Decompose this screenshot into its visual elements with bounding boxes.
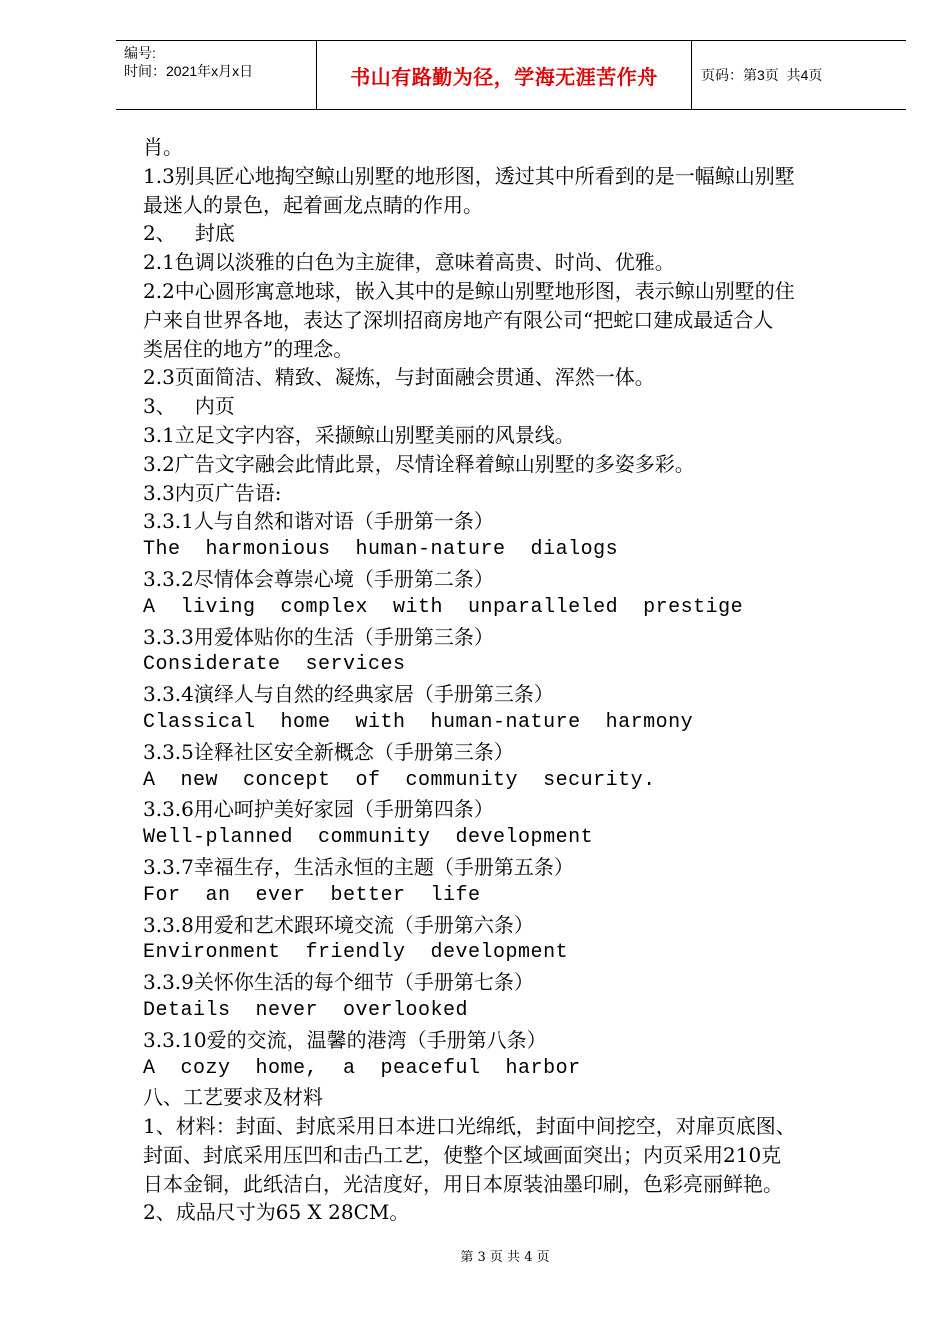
header-meta	[116, 41, 316, 109]
text-line: 最迷人的景色，起着画龙点睛的作用。	[143, 192, 483, 217]
text-line: 2、 封底	[143, 221, 235, 246]
text-line: 3.3.9关怀你生活的每个细节（手册第七条）	[143, 970, 534, 995]
header-motto-cell	[316, 41, 692, 109]
text-line: 日本金铜，此纸洁白，光洁度好，用日本原装油墨印刷，色彩亮丽鲜艳。	[143, 1171, 783, 1196]
time-label: 时间：2021年x月x日	[124, 63, 254, 79]
english-slogan-line: Environment friendly development	[143, 941, 569, 965]
text-line: 3.3.5诠释社区安全新概念（手册第三条）	[143, 739, 514, 764]
header-page-info: 页码：第3页 共4页	[701, 67, 823, 83]
text-line: 3.2广告文字融会此情此景，尽情诠释着鲸山别墅的多姿多彩。	[143, 451, 695, 476]
english-slogan-line: A cozy home, a peaceful harbor	[143, 1056, 581, 1080]
text-line: 2.2中心圆形寓意地球，嵌入其中的是鲸山别墅地形图，表示鲸山别墅的住	[143, 278, 795, 303]
english-slogan-line: A living complex with unparalleled prestige	[143, 595, 744, 619]
english-slogan-line: Well-planned community development	[143, 826, 594, 850]
text-line: 3.3.6用心呵护美好家园（手册第四条）	[143, 797, 494, 822]
text-line: 3.3内页广告语:	[143, 480, 282, 505]
page-header	[116, 40, 906, 110]
text-line: 3.3.8用爱和艺术跟环境交流（手册第六条）	[143, 912, 534, 937]
text-line: 3.3.2尽情体会尊崇心境（手册第二条）	[143, 566, 494, 591]
text-line: 八、工艺要求及材料	[143, 1085, 323, 1110]
text-line: 3、 内页	[143, 394, 235, 419]
document-body	[143, 133, 888, 1227]
text-line: 3.1立足文字内容，采撷鲸山别墅美丽的风景线。	[143, 422, 575, 447]
text-line: 3.3.7幸福生存，生活永恒的主题（手册第五条）	[143, 854, 574, 879]
text-line: 1.3别具匠心地掏空鲸山别墅的地形图，透过其中所看到的是一幅鲸山别墅	[143, 163, 795, 188]
header-page-cell	[691, 41, 906, 109]
english-slogan-line: Details never overlooked	[143, 998, 469, 1022]
page-footer	[0, 1246, 950, 1265]
text-line: 2、成品尺寸为65 X 28CM。	[143, 1200, 410, 1225]
text-line: 1、材料：封面、封底采用日本进口光绵纸，封面中间挖空，对扉页底图、	[143, 1114, 796, 1139]
english-slogan-line: Considerate services	[143, 653, 406, 677]
text-line: 户来自世界各地，表达了深圳招商房地产有限公司“把蛇口建成最适合人	[143, 307, 774, 332]
text-line: 封面、封底采用压凹和击凸工艺，使整个区域画面突出；内页采用210克	[143, 1142, 782, 1167]
text-line: 2.1色调以淡雅的白色为主旋律，意味着高贵、时尚、优雅。	[143, 250, 675, 275]
english-slogan-line: For an ever better life	[143, 883, 481, 907]
footer-page-number: 第 3 页 共 4 页	[460, 1250, 550, 1265]
text-line: 类居住的地方”的理念。	[143, 336, 354, 361]
english-slogan-line: Classical home with human-nature harmony	[143, 710, 694, 734]
text-line: 肖。	[143, 135, 183, 159]
serial-label: 编号:	[124, 45, 156, 61]
english-slogan-line: A new concept of community security.	[143, 768, 656, 792]
text-line: 3.3.4演绎人与自然的经典家居（手册第三条）	[143, 682, 554, 707]
motto-text: 书山有路勤为径，学海无涯苦作舟	[350, 64, 658, 89]
english-slogan-line: The harmonious human-nature dialogs	[143, 538, 619, 562]
text-line: 2.3页面简洁、精致、凝炼，与封面融会贯通、浑然一体。	[143, 365, 655, 390]
text-line: 3.3.1人与自然和谐对语（手册第一条）	[143, 509, 494, 534]
text-line: 3.3.3用爱体贴你的生活（手册第三条）	[143, 624, 494, 649]
text-line: 3.3.10爱的交流，温馨的港湾（手册第八条）	[143, 1027, 547, 1052]
